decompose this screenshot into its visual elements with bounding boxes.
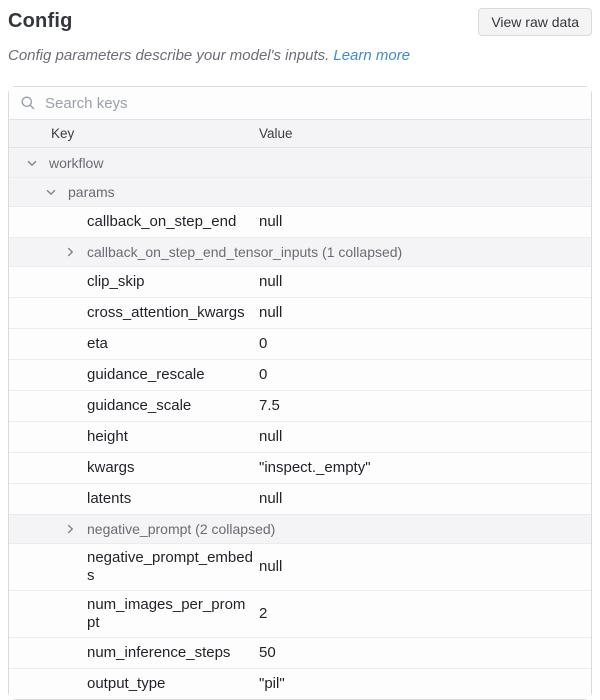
view-raw-data-button[interactable]: View raw data (478, 8, 592, 36)
config-rows (9, 148, 591, 699)
row-key: eta (87, 335, 108, 352)
config-panel (8, 86, 592, 700)
group-key-label: negative_prompt (2 collapsed) (87, 521, 276, 537)
column-header-key: Key (51, 126, 75, 141)
config-row (9, 590, 591, 637)
tree-group-row[interactable] (9, 148, 591, 177)
search-input[interactable] (45, 95, 580, 112)
page-title: Config (8, 10, 73, 32)
config-row (9, 206, 591, 237)
chevron-right-icon[interactable] (63, 522, 77, 536)
group-key-label: params (68, 184, 115, 200)
row-key: guidance_scale (87, 397, 192, 414)
row-value: null (259, 213, 283, 230)
row-value: 50 (259, 644, 276, 661)
config-row (9, 421, 591, 452)
row-value: null (259, 428, 283, 445)
row-key: cross_attention_kwargs (87, 304, 245, 321)
row-value: null (259, 490, 283, 507)
group-key-label: callback_on_step_end_tensor_inputs (1 collapsed) (87, 244, 403, 260)
config-row (9, 543, 591, 590)
search-icon (20, 95, 36, 111)
row-key: clip_skip (87, 273, 145, 290)
tree-group-row[interactable] (9, 237, 591, 266)
table-header (9, 119, 591, 148)
config-row (9, 297, 591, 328)
config-row (9, 668, 591, 699)
row-key: callback_on_step_end (87, 213, 237, 230)
chevron-down-icon[interactable] (25, 156, 39, 170)
row-value: 0 (259, 366, 268, 383)
row-value: "inspect._empty" (259, 459, 371, 476)
row-key: num_images_per_prompt (87, 596, 246, 631)
config-row (9, 359, 591, 390)
chevron-right-icon[interactable] (63, 245, 77, 259)
chevron-down-icon[interactable] (44, 185, 58, 199)
row-key: num_inference_steps (87, 644, 231, 661)
row-key: output_type (87, 675, 166, 692)
group-key-label: workflow (49, 154, 104, 171)
row-key: height (87, 428, 128, 445)
config-row (9, 483, 591, 514)
column-header-value: Value (259, 126, 293, 141)
row-key: latents (87, 490, 132, 507)
config-row (9, 390, 591, 421)
subtitle-text: Config parameters describe your model's inputs. (8, 47, 330, 64)
row-value: 2 (259, 605, 268, 622)
row-key: kwargs (87, 459, 135, 476)
tree-group-row[interactable] (9, 514, 591, 543)
search-bar (9, 87, 591, 119)
row-value: null (259, 558, 283, 575)
row-value: 0 (259, 335, 268, 352)
row-value: null (259, 304, 283, 321)
row-key: guidance_rescale (87, 366, 205, 383)
config-row (9, 637, 591, 668)
config-row (9, 328, 591, 359)
config-row (9, 452, 591, 483)
subtitle (8, 47, 592, 64)
tree-group-row[interactable] (9, 177, 591, 206)
row-value: "pil" (259, 675, 285, 692)
learn-more-link[interactable]: Learn more (333, 47, 411, 64)
row-value: null (259, 273, 283, 290)
config-row (9, 266, 591, 297)
row-value: 7.5 (259, 397, 280, 414)
page-header (8, 0, 592, 36)
row-key: negative_prompt_embeds (87, 549, 253, 584)
